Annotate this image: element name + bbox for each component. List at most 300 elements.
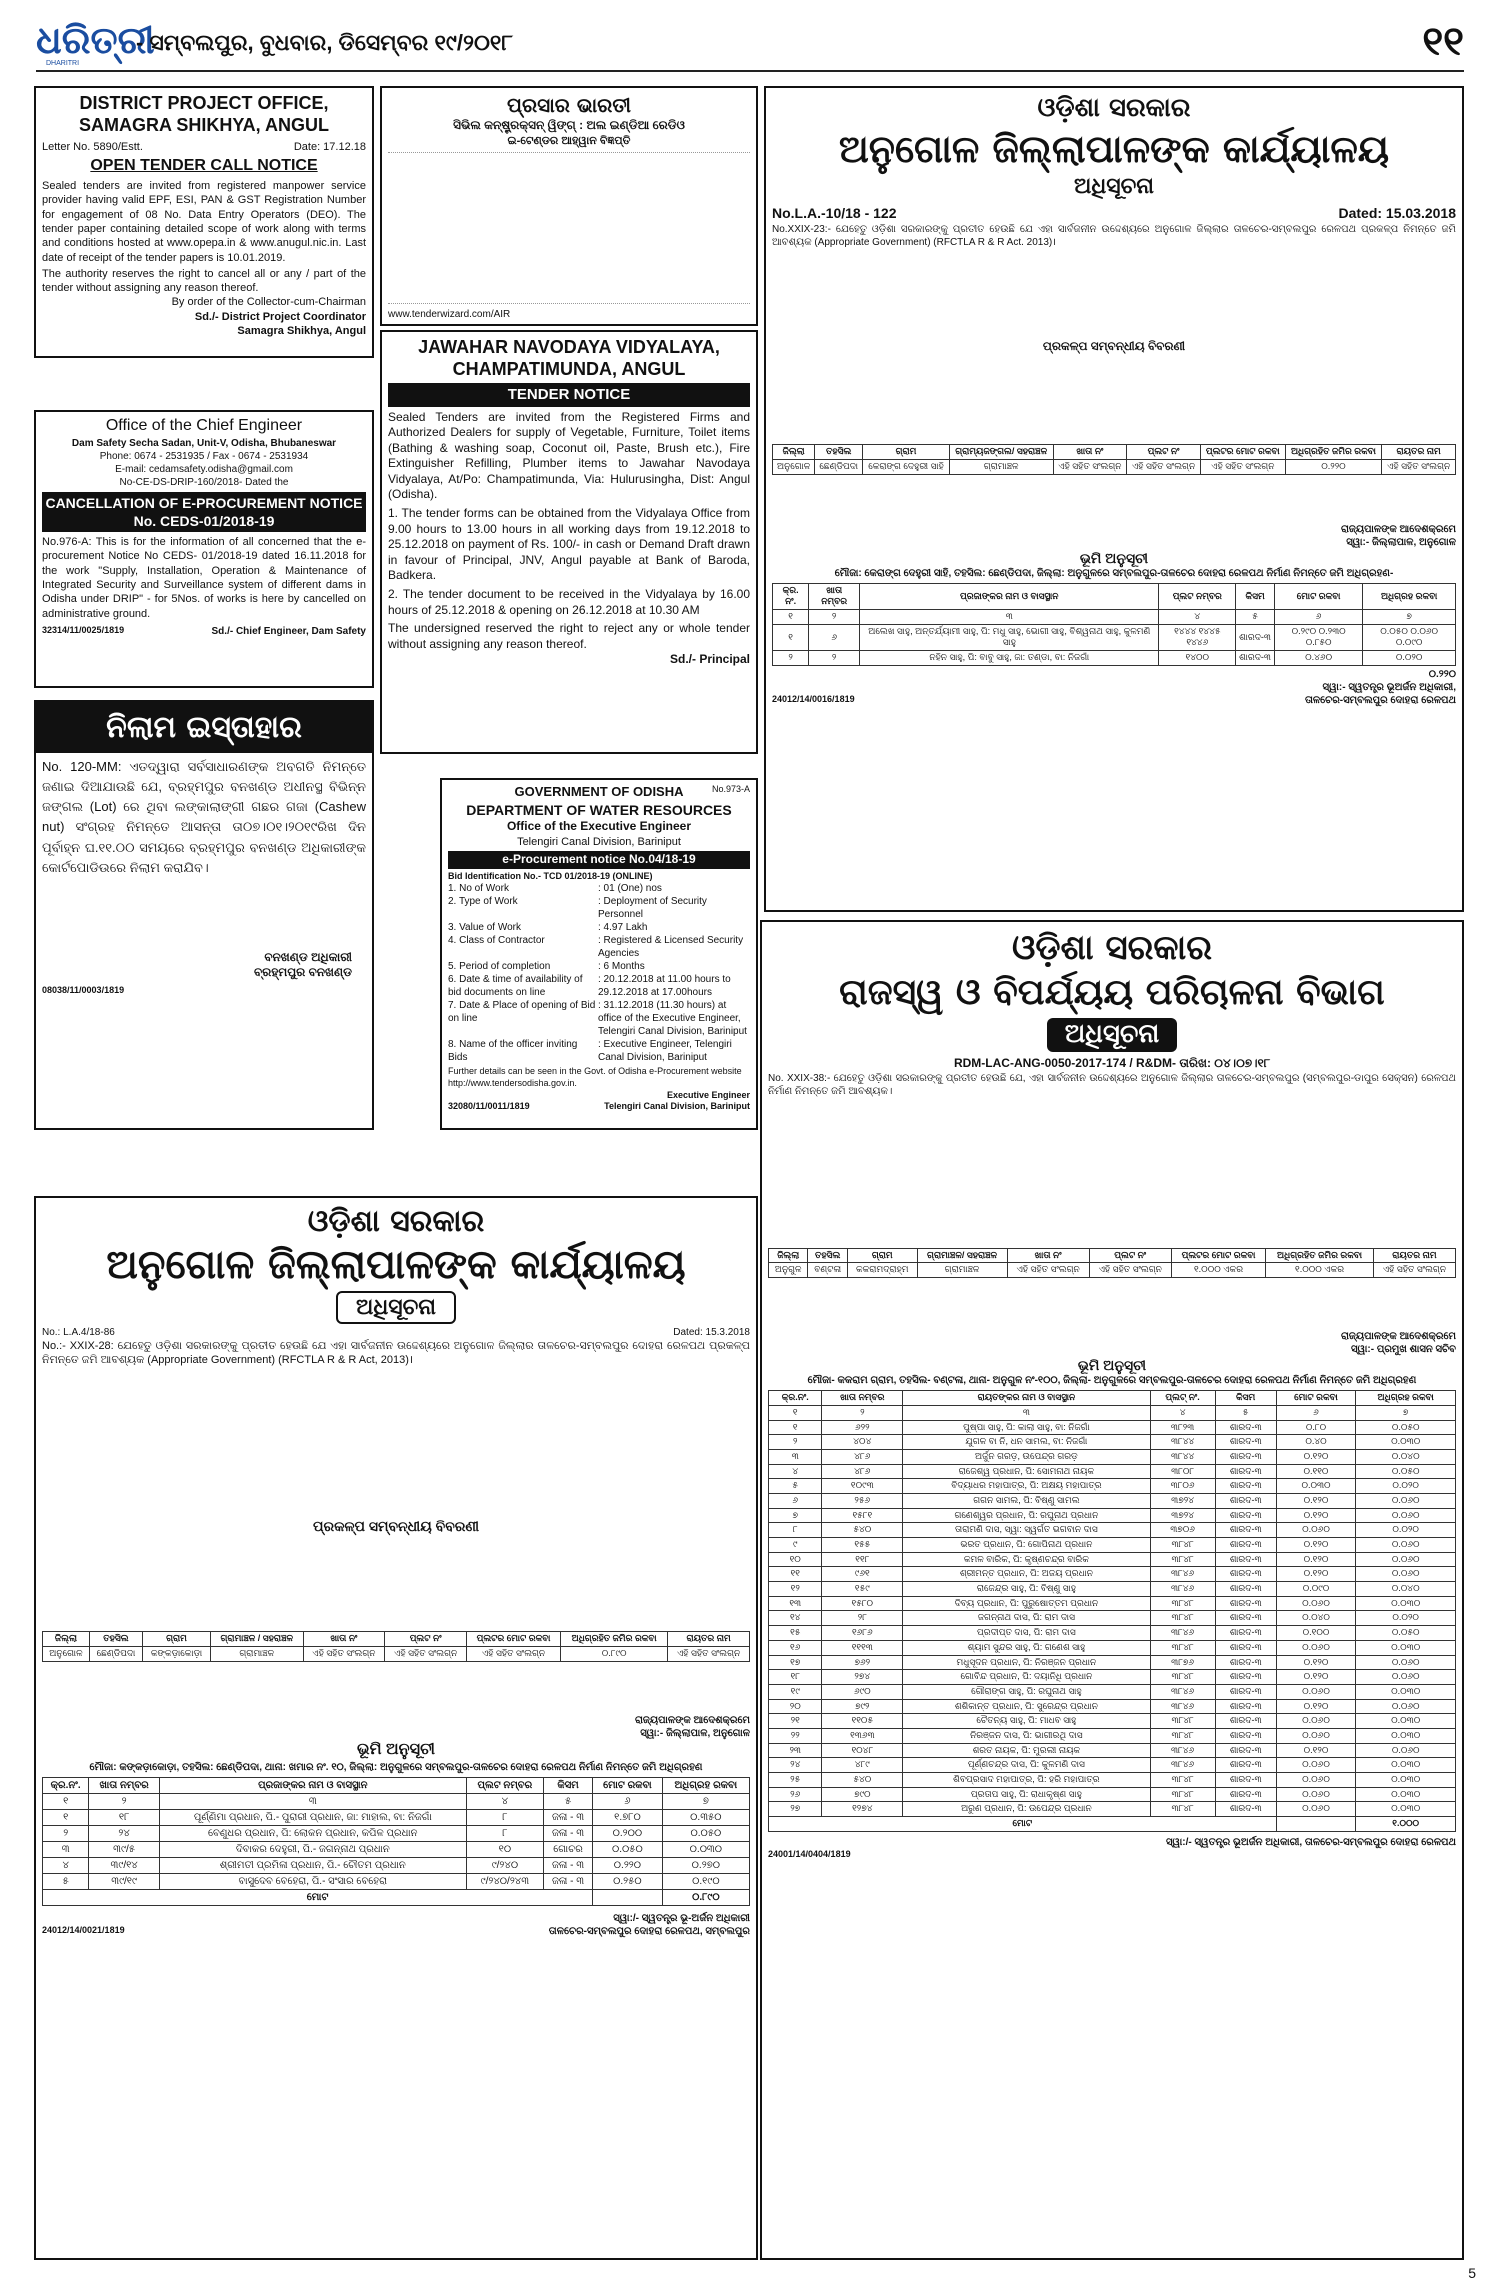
table-cell: ୭ <box>662 1793 749 1809</box>
table-cell: ୦.୮୯୦ <box>561 1647 668 1662</box>
masthead <box>36 18 1464 72</box>
table-cell: ବାସୁଦେବ ବେହେରା, ପି.- ସଂସାର ବେହେରା <box>159 1873 466 1889</box>
engineer-phone: Phone: 0674 - 2531935 / Fax - 0674 - 2531934 <box>99 450 309 462</box>
table-cell: ୧୪୦୦ <box>1159 651 1236 666</box>
table-header: କ୍ର. ନଂ. <box>773 583 809 609</box>
table-cell: ଶାରଦ-୩ <box>1215 1743 1276 1758</box>
table-cell: ଶାରଦ-୩ <box>1215 1640 1276 1655</box>
table-row <box>769 1435 1456 1450</box>
table-header: କ୍ର.ନଂ. <box>769 1391 822 1406</box>
table-cell: ଛେଣ୍ଡିପଦା <box>815 459 863 474</box>
water-bid-id: Bid Identification No.- TCD 01/2018-19 (ONLINE) <box>448 870 653 881</box>
jnv-title: JAWAHAR NAVODAYA VIDYALAYA, CHAMPATIMUNDA, ANGUL <box>418 337 720 379</box>
table-cell: ୦.୧୦୦ <box>1276 1626 1356 1641</box>
table-row <box>43 1793 750 1809</box>
table-cell: ୦.୧୨୦ <box>1276 1552 1356 1567</box>
table-row <box>769 1714 1456 1729</box>
angul-bottom-schedule-title: ଭୂମି ଅନୁସୂଚୀ <box>357 1740 435 1758</box>
table-cell: ୩୭୨୪ <box>1150 1508 1215 1523</box>
revenue-note-placeholder <box>768 1280 1456 1330</box>
table-cell: ୧ <box>769 1420 822 1435</box>
table-cell: ୧ <box>773 624 809 650</box>
table-cell: ୩୮୪୪ <box>1150 1449 1215 1464</box>
table-cell: ୧୦ <box>466 1841 543 1857</box>
table-cell: ୫ <box>1236 610 1275 625</box>
table-cell: ୦.୦୬୦ <box>1356 1699 1456 1714</box>
table-cell: ଶାରଦ-୩ <box>1215 1773 1276 1788</box>
table-cell: ୦.୨୦୦ <box>593 1825 663 1841</box>
table-header: ଅଧିଗ୍ରହିତ ଜମିର ରକବା <box>1285 445 1382 460</box>
table-cell: ୮ <box>769 1523 822 1538</box>
table-cell: ୨୪ <box>89 1825 160 1841</box>
engineer-address: Dam Safety Secha Sadan, Unit-V, Odisha, Bhubaneswar <box>71 437 337 449</box>
table-cell: ୭୯୨ <box>822 1699 903 1714</box>
table-row <box>769 1728 1456 1743</box>
angul-bottom-mouza: ମୌଜା: କଙ୍କଡ଼ାକୋଡ଼ା, ତହସିଲ: ଛେଣ୍ଡିପଦା, ଥାନା: ଖମାର ନଂ. ୧୦, ଜିଲ୍ଲା: ଅନୁଗୁଳରେ ସମ୍ବଲପୁର-ତାଳଚେର ଦୋହରା ରେଳପଥ ନିର୍ମାଣ ନିମନ୍ତେ ଜମି ଅଧିଗ୍ରହଣ <box>89 1761 703 1773</box>
table-cell: ୧୭ <box>769 1655 822 1670</box>
angul-top-profile-title: ପ୍ରକଳ୍ପ ସମ୍ବନ୍ଧୀୟ ବିବରଣୀ <box>1042 338 1186 353</box>
table-cell: ୦.୦୬୦ <box>1356 1670 1456 1685</box>
table-cell: ଶରତ ନାୟକ, ପି: ମୁରଲୀ ନାୟକ <box>903 1743 1150 1758</box>
table-cell: ୨୫୬ <box>822 1493 903 1508</box>
table-cell: ୦.୦୬୦ <box>1276 1684 1356 1699</box>
jnv-bar: TENDER NOTICE <box>388 383 750 407</box>
table-cell: ଶାରଦ-୩ <box>1215 1508 1276 1523</box>
table-header: ତହସିଲ <box>808 1248 848 1263</box>
table-cell: ୦.୦୬୦ <box>1356 1538 1456 1553</box>
water-row-value: : 20.12.2018 at 11.00 hours to 29.12.2018 at 17.00hours <box>598 974 731 999</box>
angul-bottom-total: ୦.୮୯୦ <box>662 1889 749 1905</box>
table-row <box>769 1567 1456 1582</box>
water-row-key: 7. Date & Place of opening of Bid on line <box>448 1000 596 1025</box>
table-cell: ୩୮୪୬ <box>1150 1626 1215 1641</box>
table-cell: ୫ <box>1215 1405 1276 1420</box>
table-cell: ଏହି ସହିତ ସଂଲଗ୍ନ <box>303 1647 385 1662</box>
table-cell: ୦.୦୬୦ <box>1356 1552 1456 1567</box>
engineer-code: 32314/11/0025/1819 <box>42 624 125 635</box>
table-header: ପ୍ଲଟ ନଂ <box>1127 445 1201 460</box>
table-cell: ୯୬୧ <box>822 1567 903 1582</box>
table-cell: ୨୭ <box>769 1802 822 1817</box>
table-row <box>769 1479 1456 1494</box>
table-row <box>773 624 1456 650</box>
nilam-body-placeholder <box>36 882 372 950</box>
table-cell: ୩୮୪୬ <box>1150 1684 1215 1699</box>
angul-bottom-no: No.: L.A.4/18-86 <box>42 1326 115 1338</box>
table-header: ପ୍ଲଟ ନଂ <box>385 1632 467 1647</box>
water-row-key: 8. Name of the officer inviting Bids <box>448 1039 578 1064</box>
angul-collector-notice-bottom <box>34 1196 758 2260</box>
table-cell: ଗୌରାଙ୍ଗ ସାହୁ, ପି: ରଘୁନାଥ ସାହୁ <box>903 1684 1150 1699</box>
table-cell: ଶାରଦ-୩ <box>1215 1596 1276 1611</box>
table-header: ରାୟତର ନାମ <box>1373 1248 1455 1263</box>
prasar-website[interactable]: www.tenderwizard.com/AIR <box>388 308 511 320</box>
table-cell: ୧.୦୦୦ ଏକର <box>1266 1263 1374 1278</box>
table-cell: ଗଣେଶ୍ୱର ପ୍ରଧାନ, ପି: ରଘୁନାଥ ପ୍ରଧାନ <box>903 1508 1150 1523</box>
revenue-profile-table <box>768 1248 1456 1278</box>
table-cell: ରାଜେନ୍ଦ୍ର ସାହୁ, ପି: ବିଷ୍ଣୁ ସାହୁ <box>903 1582 1150 1597</box>
angul-top-note-placeholder <box>772 477 1456 523</box>
table-row <box>43 1857 750 1873</box>
table-cell: ୩୮୪୮ <box>1150 1538 1215 1553</box>
table-cell: କମଳ ବାରିକ, ପି: କୃଷ୍ଣଚନ୍ଦ୍ର ବାରିକ <box>903 1552 1150 1567</box>
table-cell: ୧.୭୮୦ <box>593 1809 663 1825</box>
angul-collector-notice-top <box>764 86 1464 912</box>
table-cell: ୧୬ <box>769 1640 822 1655</box>
table-header: ଅଧିଗ୍ରହ ରକବା <box>1356 1391 1456 1406</box>
angul-bottom-state: ଓଡ଼ିଶା ସରକାର <box>307 1204 485 1239</box>
table-cell: ତାରାମଣି ଦାସ, ସ୍ୱା: ସ୍ୱର୍ଗତ ଭଗବାନ ଦାସ <box>903 1523 1150 1538</box>
angul-top-body: No.XXIX-23:- ଯେହେତୁ ଓଡ଼ିଶା ସରକାରଙ୍କୁ ପ୍ରତୀତ ହେଉଛି ଯେ ଏହା ସାର୍ବଜନୀନ ଉଦ୍ଦେଶ୍ୟରେ ଅନୁଗୋଳ ଜିଲ୍ଲାର ତାଳଚେର-ସମ୍ବଲପୁର ରେଳପଥ ପ୍ରକଳ୍ପ ନିମନ୍ତେ ଜମି ଆବଶ୍ୟକ (Appropriate Government) (RFCTLA R & R Act. 2013)। <box>772 223 1456 248</box>
table-cell: ପୂର୍ଣ୍ଣିମା ପ୍ରଧାନ, ପି.- ପୁରାରୀ ପ୍ରଧାନ, ଜା: ମାହାଲ, ବା: ନିଜଗାଁ <box>159 1809 466 1825</box>
table-cell: ୩ <box>43 1841 89 1857</box>
table-cell: ୧୦ <box>769 1552 822 1567</box>
angul-bottom-body-placeholder <box>42 1367 750 1517</box>
table-cell: ୩୭୦୬ <box>1150 1523 1215 1538</box>
table-cell: ଶାରଦ-୩ <box>1215 1493 1276 1508</box>
table-row <box>769 1640 1456 1655</box>
table-cell: ୦.୧୨୦ <box>1276 1493 1356 1508</box>
table-cell: ୩୮୦୮ <box>1150 1464 1215 1479</box>
table-cell: ଶିବପ୍ରସାଦ ମହାପାତ୍ର, ପି: ହରି ମହାପାତ୍ର <box>903 1773 1150 1788</box>
table-cell: ୧ <box>43 1793 89 1809</box>
table-cell: ୩୮୪୮ <box>1150 1640 1215 1655</box>
engineer-title: Office of the Chief Engineer <box>105 417 303 434</box>
water-rows <box>448 882 750 1064</box>
table-cell: ଶଶିକାନ୍ତ ପ୍ରଧାନ, ପି: ସୁରେନ୍ଦ୍ର ପ୍ରଧାନ <box>903 1699 1150 1714</box>
table-cell: ୫ <box>769 1479 822 1494</box>
table-cell: ଶାରଦ-୩ <box>1215 1479 1276 1494</box>
table-cell: ୩୮୪୬ <box>1150 1699 1215 1714</box>
water-row-key: 5. Period of completion <box>448 961 551 973</box>
table-cell: ୩ <box>860 610 1159 625</box>
table-header: ପ୍ଲଟର ମୋଟ ରକବା <box>1200 445 1285 460</box>
table-cell: ୩୮୪୪ <box>1150 1435 1215 1450</box>
prasar-sub: ସିଭିଲ କନ୍‌ଷ୍ଟ୍ରକ୍ସନ୍ ୱିଙ୍ଗ୍ : ଅଲ ଇଣ୍ଡିଆ ରେଡିଓ <box>453 118 685 132</box>
water-row-value: : 6 Months <box>598 961 645 973</box>
water-row <box>448 1038 750 1064</box>
table-cell: ୬୨୨ <box>822 1420 903 1435</box>
samagra-heading: OPEN TENDER CALL NOTICE <box>90 157 318 175</box>
revenue-state: ଓଡ଼ିଶା ସରକାର <box>1011 928 1213 968</box>
samagra-tender-notice <box>34 86 374 358</box>
table-cell: ୨୧ <box>769 1714 822 1729</box>
table-cell: ୧୩ <box>769 1596 822 1611</box>
table-cell: ୦.୧୨୦ <box>1276 1538 1356 1553</box>
table-cell: ଜଳା - ୩ <box>544 1873 593 1889</box>
table-row <box>769 1611 1456 1626</box>
table-cell: ଶାରଦ-୩ <box>1215 1523 1276 1538</box>
table-cell: ୧୨ <box>769 1582 822 1597</box>
revenue-schedule-table <box>768 1390 1456 1832</box>
water-row-key: 2. Type of Work <box>448 896 518 908</box>
angul-bottom-body: No.:- XXIX-28: ଯେହେତୁ ଓଡ଼ିଶା ସରକାରଙ୍କୁ ପ୍ରତୀତ ହେଉଛି ଯେ ଏହା ସାର୍ବଜନୀନ ଉଦ୍ଦେଶ୍ୟରେ ଅନୁଗୋଳ ଜିଲ୍ଲାର ତାଳଚେର-ସମ୍ବଲପୁର ଦୋହରା ରେଳପଥ ପ୍ରକଳ୍ପ ନିମନ୍ତେ ଜମି ଆବଶ୍ୟକ (Appropriate Government) (RFCTLA R & R Act, 2013)। <box>42 1339 750 1366</box>
table-row <box>769 1405 1456 1420</box>
table-header: ଖାତା ନମ୍ବର <box>89 1777 160 1793</box>
table-cell: ଏହି ସହିତ ସଂଲଗ୍ନ <box>1089 1263 1171 1278</box>
table-cell: ୦.୦୬୦ <box>1276 1802 1356 1817</box>
table-cell: ୭୬୨ <box>822 1655 903 1670</box>
table-cell: ୪ <box>43 1857 89 1873</box>
table-row <box>769 1787 1456 1802</box>
table-cell: ୩୮୪୮ <box>1150 1596 1215 1611</box>
angul-top-code: 24012/14/0016/1819 <box>772 693 855 704</box>
table-cell: ୨୮ <box>822 1611 903 1626</box>
table-cell: ୩୮୪୬ <box>1150 1743 1215 1758</box>
table-cell: ଏହି ସହିତ ସଂଲଗ୍ନ <box>1200 459 1285 474</box>
table-cell: କଙ୍କଡ଼ାକୋଡ଼ା <box>143 1647 211 1662</box>
water-row-value: : Executive Engineer, Telengiri Canal Division, Bariniput <box>598 1039 732 1064</box>
table-cell: ୦.୧୨୦ <box>1276 1670 1356 1685</box>
table-cell: ଯୁଗଳ ବା ନି, ଧନ ସାମଲ, ବା: ନିଜଗାଁ <box>903 1435 1150 1450</box>
jnv-tender-notice <box>380 330 758 754</box>
table-cell: ୦.୦୩୦ <box>1356 1758 1456 1773</box>
table-cell: ୨୪ <box>769 1758 822 1773</box>
table-header: ଖାତା ନମ୍ବର <box>809 583 860 609</box>
table-cell: ୬ <box>1275 610 1363 625</box>
table-header: ଜିଲ୍ଲା <box>769 1248 808 1263</box>
samagra-sign1: Sd./- District Project Coordinator <box>194 310 366 323</box>
angul-top-sign2: ତାଳଚେର-ସମ୍ବଲପୁର ଦୋହରା ରେଳପଥ <box>1304 694 1456 706</box>
revenue-code: 24001/14/0404/1819 <box>768 1848 851 1859</box>
table-cell: ୦.୦୩୦ <box>1356 1787 1456 1802</box>
table-cell: ୪ <box>1150 1405 1215 1420</box>
table-cell: ୩ <box>903 1405 1150 1420</box>
table-header: ରାୟତର ନାମ <box>668 1632 750 1647</box>
table-cell: ଗୋଚର <box>544 1841 593 1857</box>
table-cell: ୮ <box>466 1809 543 1825</box>
table-cell: ୭ <box>1356 1405 1456 1420</box>
table-cell: ୩୮୪୮ <box>1150 1552 1215 1567</box>
table-cell: ଶାରଦ-୩ <box>1215 1611 1276 1626</box>
table-cell: ୩୮୦୬ <box>1150 1479 1215 1494</box>
table-cell: ୫ <box>43 1873 89 1889</box>
table-row <box>43 1825 750 1841</box>
angul-bottom-profile-table <box>42 1631 750 1661</box>
table-cell: ୧୫୮୧ <box>822 1508 903 1523</box>
table-cell: ୦.୦୨୦ <box>1356 1523 1456 1538</box>
table-cell: ଜଗନ୍ନାଥ ଦାସ, ପି: ରାମ ଦାସ <box>903 1611 1150 1626</box>
table-cell: ୩ <box>769 1449 822 1464</box>
revenue-body-placeholder <box>768 1098 1456 1248</box>
table-cell: ଗ୍ରାମାଞ୍ଚଳ <box>211 1647 304 1662</box>
table-cell: ଚୈତନ୍ୟ ସାହୁ, ପି: ମାଧବ ସାହୁ <box>903 1714 1150 1729</box>
water-gov-title: GOVERNMENT OF ODISHA <box>514 784 684 799</box>
table-row <box>769 1596 1456 1611</box>
table-cell: ଶାରଦ-୩ <box>1236 624 1275 650</box>
table-cell: ୦.୧୧୦ <box>1276 1464 1356 1479</box>
table-cell: ୩୮୨୩ <box>1150 1420 1215 1435</box>
table-cell: ୩୭୨୪ <box>1150 1493 1215 1508</box>
table-cell: ୨୦ <box>769 1699 822 1714</box>
water-further: Further details can be seen in the Govt. of Odisha e-Procurement website http://www.tendersodisha.gov.in. <box>448 1066 742 1088</box>
angul-bottom-office: ଅନୁଗୋଳ ଜିଲ୍ଲାପାଳଙ୍କ କାର୍ଯ୍ୟାଳୟ <box>106 1241 686 1288</box>
table-cell: ୭୯୦ <box>822 1787 903 1802</box>
page-number: ୧୧ <box>1422 20 1464 64</box>
water-row-key: 3. Value of Work <box>448 922 521 934</box>
water-bar: e-Procurement notice No.04/18-19 <box>448 851 750 869</box>
table-cell: ଶାରଦ-୩ <box>1236 651 1275 666</box>
table-cell: ୩୮୪୬ <box>1150 1567 1215 1582</box>
table-header: ପ୍ଲଟର ମୋଟ ରକବା <box>466 1632 560 1647</box>
table-cell: ୧୫୮୦ <box>822 1596 903 1611</box>
table-cell: ୦.୧୯୦ <box>662 1873 749 1889</box>
table-row <box>769 1464 1456 1479</box>
table-cell: ୦.୦୪୦ <box>1356 1449 1456 1464</box>
water-office: Office of the Executive Engineer <box>506 819 692 834</box>
table-cell: ଶାରଦ-୩ <box>1215 1435 1276 1450</box>
table-cell: ୦.୧୨୦ <box>1276 1699 1356 1714</box>
table-cell: ଶାରଦ-୩ <box>1215 1464 1276 1479</box>
jnv-point-1: 1. The tender forms can be obtained from the Vidyalaya Office from 9.00 hours to 13.00 hours in all working days from 19.12.2018 to 25.12.2018 on payment of Rs. 100/- in cash or Demand Draft drawn in favour of Principal, JNV, Angul payable at Bank of Baroda, Badkera. <box>388 506 750 583</box>
table-row <box>769 1493 1456 1508</box>
water-row-key: 6. Date & time of availability of bid documents on line <box>448 974 583 999</box>
water-dept: DEPARTMENT OF WATER RESOURCES <box>466 801 732 818</box>
table-cell: ୧୨୭୪ <box>822 1802 903 1817</box>
angul-bottom-total-label: ମୋଟ <box>43 1889 593 1905</box>
table-cell: ୦.୦୩୦ <box>1356 1640 1456 1655</box>
samagra-date: Date: 17.12.18 <box>293 141 366 153</box>
table-cell: ୦.୦୩୦ <box>662 1841 749 1857</box>
table-row <box>43 1809 750 1825</box>
angul-top-schedule-title: ଭୂମି ଅନୁସୂଚୀ <box>1079 549 1149 566</box>
table-cell: ୩୮୪୮ <box>1150 1728 1215 1743</box>
revenue-total: ୧.୦୦୦ <box>1356 1817 1456 1832</box>
table-header: ଜିଲ୍ଲା <box>43 1632 90 1647</box>
table-cell: ୦.୧୨୦ <box>1276 1508 1356 1523</box>
table-cell: ୮ <box>466 1825 543 1841</box>
table-cell: ବେଣୁଧର ପ୍ରଧାନ, ପି: ଲୋକନ ପ୍ରଧାନ, କପିଳ ପ୍ରଧାନ <box>159 1825 466 1841</box>
table-header: ଜିଲ୍ଲା <box>773 445 815 460</box>
table-cell: ୦.୧୨୦ <box>1276 1655 1356 1670</box>
engineer-ref: No-CE-DS-DRIP-160/2018- Dated the <box>119 476 289 488</box>
table-cell: ୭ <box>769 1508 822 1523</box>
table-cell: ଶାରଦ-୩ <box>1215 1699 1276 1714</box>
table-cell: ୩୮୪୮ <box>1150 1773 1215 1788</box>
nilam-sign2: ବ୍ରହ୍ମପୁର ବନଖଣ୍ଡ <box>253 965 352 980</box>
nilam-notice <box>34 700 374 1130</box>
water-row-key: 1. No of Work <box>448 883 509 895</box>
table-cell: ଏହି ସହିତ ସଂଲଗ୍ନ <box>1053 459 1127 474</box>
table-header: ଖାତା ନମ୍ବର <box>822 1391 903 1406</box>
revenue-ref: RDM-LAC-ANG-0050-2017-174 / R&DM- ତାରିଖ: ୦୪।୦୭।୧୮ <box>953 1055 1271 1070</box>
table-header: ଅଧିଗ୍ରହ ରକବା <box>1363 583 1456 609</box>
table-cell: ୦.୦୪୦ <box>1356 1582 1456 1597</box>
table-cell: ୦.୦୫୦ <box>1356 1626 1456 1641</box>
table-cell: କକରାମଦ୍ରାହ୍ମ <box>847 1263 917 1278</box>
table-cell: ୦.୦୬୦ <box>1356 1508 1456 1523</box>
angul-top-dated: Dated: 15.03.2018 <box>1338 205 1456 222</box>
engineer-body: No.976-A: This is for the information of all concerned that the e-procurement Notice No CEDS- 01/2018-19 dated 16.11.2018 for the work "Supply, Installation, Operation & Maintenance of Integrated Security and Surveillance system of different dams in Odisha under DRIP" - for 5Nos. of works is here by cancelled on administrative ground. <box>42 536 366 620</box>
table-cell: ୧ <box>773 610 809 625</box>
table-cell: ଶ୍ରୀମନ୍ତ ପ୍ରଧାନ, ପି: ଅଜୟ ପ୍ରଧାନ <box>903 1567 1150 1582</box>
table-header: ଗ୍ରାମ୍ୟଜଙ୍ଗଲ/ ସହରାଞ୍ଚଳ <box>949 445 1053 460</box>
table-cell: ଅର୍ଜୁନ ଗରଡ଼, ଉପେନ୍ଦ୍ର ଗରଡ଼ <box>903 1449 1150 1464</box>
table-header: ଗ୍ରାମ <box>143 1632 211 1647</box>
angul-top-mouza: ମୌଜା: କେରାଙ୍ଗ ଦେହୁରୀ ସାହି, ତହସିଲ: ଛେଣ୍ଡିପଦା, ଜିଲ୍ଲା: ଅନୁଗୁଳରେ ସମ୍ବଲପୁର-ତାଳଚେର ଦୋହରା ରେଳପଥ ନିର୍ମାଣ ନିମନ୍ତେ ଜମି ଅଧିଗ୍ରହଣ- <box>834 567 1394 579</box>
table-cell: ଶ୍ରୀମତୀ ପ୍ରମିଳା ପ୍ରଧାନ, ପି.- ଚୌତମ ପ୍ରଧାନ <box>159 1857 466 1873</box>
table-cell: ୦.୦୯୦ <box>1276 1582 1356 1597</box>
table-cell: ୦.୦୫୦ <box>1356 1420 1456 1435</box>
table-cell: ୦.୨୭୦ <box>662 1857 749 1873</box>
table-cell: ଶାରଦ-୩ <box>1215 1758 1276 1773</box>
table-cell: ଏହି ସହିତ ସଂଲଗ୍ନ <box>1127 459 1201 474</box>
table-cell: ୦.୦୫୦ ୦.୦୬୦ ୦.୦୯୦ <box>1363 624 1456 650</box>
water-row <box>448 921 750 934</box>
table-cell: ଶାରଦ-୩ <box>1215 1626 1276 1641</box>
table-cell: ଏହି ସହିତ ସଂଲଗ୍ନ <box>1382 459 1456 474</box>
table-cell: ୩୮୪୮ <box>1150 1611 1215 1626</box>
water-row <box>448 999 750 1038</box>
table-header: ମୋଟ ରକବା <box>1276 1391 1356 1406</box>
table-row <box>769 1626 1456 1641</box>
revenue-mouza: ମୌଜା- କକରାମ ଗ୍ରାମ, ତହସିଲ- ବଣ୍ଟଳା, ଥାନା- ଅନୁଗୁଳ ନଂ-୧୦୦, ଜିଲ୍ଲା- ଅନୁଗୁଳରେ ସମ୍ବଲପୁର-ତାଳଚେର ଦୋହରା ରେଳପଥ ନିର୍ମାଣ ନିମନ୍ତେ ଜମି ଅଧିଗ୍ରହଣ <box>807 1375 1417 1387</box>
revenue-order: ରାଜ୍ୟପାଳଙ୍କ ଆଦେଶକ୍ରମେ <box>1340 1330 1456 1342</box>
table-cell: ୩୮୪୬ <box>1150 1582 1215 1597</box>
table-cell: ୧୪୪୪ ୧୪୪୫ ୧୪୪୬ <box>1159 624 1236 650</box>
table-header: ଅଧିଗ୍ରହିତ ଜମିର ରକବା <box>1266 1248 1374 1263</box>
table-cell: ୩୮୪୮ <box>1150 1802 1215 1817</box>
water-row <box>448 934 750 960</box>
revenue-body: No. XXIX-38:- ଯେହେତୁ ଓଡ଼ିଶା ସରକାରଙ୍କୁ ପ୍ରତୀତ ହେଉଛି ଯେ, ଏହା ସାର୍ବଜନୀନ ଉଦ୍ଦେଶ୍ୟରେ ଅନୁଗୋଳ ଜିଲ୍ଲାର ତାଳଚେର-ସମ୍ବଲପୁର (ସମ୍ବଲପୁର-ଡାପୁର ସେକ୍ସନ) ରେଳପଥ ନିର୍ମାଣ ନିମନ୍ତେ ଜମି ଆବଶ୍ୟକ। <box>768 1072 1456 1097</box>
table-cell: କେରାଙ୍ଗ ଦେହୁରୀ ସାହି <box>863 459 950 474</box>
table-cell: ଶାରଦ-୩ <box>1215 1567 1276 1582</box>
table-cell: ୦.୧୨୦ <box>1276 1743 1356 1758</box>
revenue-schedule-title: ଭୂମି ଅନୁସୂଚୀ <box>1077 1356 1147 1373</box>
table-header: ପ୍ରଜାଙ୍କର ନାମ ଓ ବାସସ୍ଥାନ <box>159 1777 466 1793</box>
table-cell: ୦.୧୨୦ <box>1276 1449 1356 1464</box>
angul-top-body-placeholder <box>772 249 1456 339</box>
table-cell: ୦.୩୫୦ <box>662 1809 749 1825</box>
angul-bottom-dated: Dated: 15.3.2018 <box>673 1326 750 1338</box>
table-header: ମୋଟ ରକବା <box>1275 583 1363 609</box>
revenue-order-sign: ସ୍ୱା:- ପ୍ରମୁଖ ଶାସନ ସଚିବ <box>1351 1343 1456 1355</box>
table-cell: ୦.୨୨୦ <box>1285 459 1382 474</box>
table-cell: ୫୪୦ <box>822 1523 903 1538</box>
table-cell: ଏହି ସହିତ ସଂଲଗ୍ନ <box>1373 1263 1455 1278</box>
table-cell: ୦.୦୬୦ <box>1276 1596 1356 1611</box>
table-row <box>769 1773 1456 1788</box>
table-cell: ପୂର୍ଣ୍ଣଚନ୍ଦ୍ର ଦାସ, ପି: କୁଳମଣି ଦାସ <box>903 1758 1150 1773</box>
table-cell: ଶ୍ୟାମ ସୁନ୍ଦର ସାହୁ, ପି: ଗଣେଶ ସାହୁ <box>903 1640 1150 1655</box>
table-cell: ଭରତ ପ୍ରଧାନ, ପି: ଗୋପିନାଥ ପ୍ରଧାନ <box>903 1538 1150 1553</box>
table-header: ପ୍ଲଟର ମୋଟ ରକବା <box>1171 1248 1265 1263</box>
table-cell: ଶାରଦ-୩ <box>1215 1802 1276 1817</box>
water-row <box>448 895 750 921</box>
table-cell: ୧୧୧୩ <box>822 1640 903 1655</box>
water-no: No.973-A <box>711 784 751 794</box>
samagra-title: DISTRICT PROJECT OFFICE, SAMAGRA SHIKHYA, ANGUL <box>78 93 329 135</box>
table-header: କିସମ <box>1236 583 1275 609</box>
table-header: ତହସିଲ <box>89 1632 142 1647</box>
table-row <box>773 651 1456 666</box>
angul-top-notice: ଅଧିସୂଚନା <box>1074 172 1154 199</box>
water-sign2: Telengiri Canal Division, Bariniput <box>604 1101 750 1112</box>
table-header: ଅଧିଗ୍ରହିତ ଜମିର ରକବା <box>561 1632 668 1647</box>
angul-top-office: ଅନୁଗୋଳ ଜିଲ୍ଲାପାଳଙ୍କ କାର୍ଯ୍ୟାଳୟ <box>838 125 1390 171</box>
table-cell: ୫୪୦ <box>822 1773 903 1788</box>
table-cell: ୩୮୪୮ <box>1150 1787 1215 1802</box>
samagra-order: By order of the Collector-cum-Chairman <box>171 296 366 309</box>
table-cell: ୧ <box>43 1809 89 1825</box>
table-cell: ୧୫୫ <box>822 1538 903 1553</box>
table-cell: ୨ <box>89 1793 160 1809</box>
table-cell: ଅରୁଣ ପ୍ରଧାନ, ପି: ଉପେନ୍ଦ୍ର ପ୍ରଧାନ <box>903 1802 1150 1817</box>
table-row <box>769 1538 1456 1553</box>
angul-bottom-order-sign: ସ୍ୱା:- ଜିଲ୍ଲାପାଳ, ଅନୁଗୋଳ <box>640 1727 750 1739</box>
table-cell: ୦.୦୫୦ <box>593 1841 663 1857</box>
table-row <box>773 610 1456 625</box>
